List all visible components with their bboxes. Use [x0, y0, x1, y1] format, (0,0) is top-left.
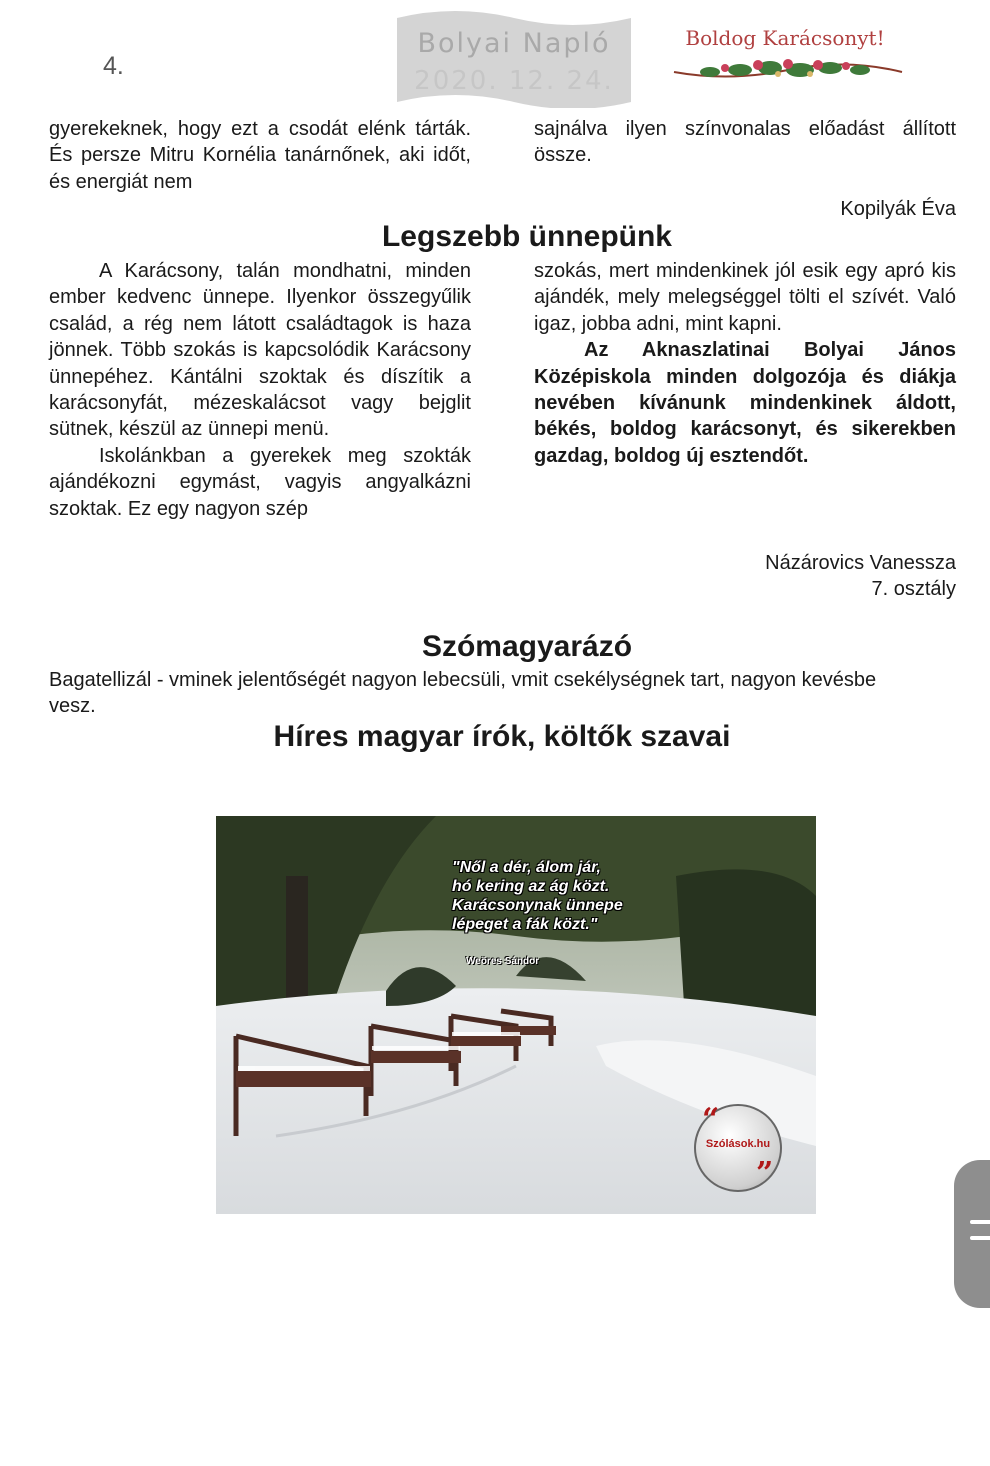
- garland-icon: [670, 52, 906, 86]
- article-right-column: [534, 258, 956, 469]
- poem-quote: [452, 858, 623, 934]
- banner-date: 2020. 12. 24.: [414, 66, 614, 96]
- article-paragraph: A Karácsony, talán mondhatni, minden ember kedvenc ünnepe. Ilyenkor összegyűlik család, a rég nem látott családtagok is haza jönnek. Több szokás is kapcsolódik Karácsony ünnepéhez. Kántálni szoktak és díszítik a karácsonyfát, mézeskalácsot vagy bejglit sütnek, készül az ünnepi menü.: [49, 260, 471, 441]
- glossary-line: vesz.: [49, 695, 96, 718]
- article-title: Legszebb ünnepünk: [381, 220, 672, 253]
- continued-right-text: sajnálva ilyen színvonalas előadást állított össze.: [534, 118, 956, 167]
- article-author-class: 7. osztály: [871, 578, 956, 600]
- quote-line: lépeget a fák közt.": [452, 916, 598, 933]
- continued-left-text: gyerekeknek, hogy ezt a csodát elénk tárták. És persze Mitru Kornélia tanárnőnek, aki időt, és energiát nem: [49, 118, 471, 193]
- close-quote-icon: ”: [756, 1156, 774, 1191]
- newspaper-banner: [397, 10, 631, 108]
- article-paragraph: szokás, mert mindenkinek jól esik egy apró kis ajándék, mely melegséggel tölti el szívét. Való igaz, jobba adni, mint kapni.: [534, 260, 956, 335]
- scroll-grip-icon: [970, 1220, 990, 1224]
- quote-line: "Nől a dér, álom jár,: [452, 859, 601, 876]
- page-number: 4.: [103, 52, 124, 80]
- quote-line: Karácsonynak ünnepe: [452, 897, 623, 914]
- glossary-title: Szómagyarázó: [421, 630, 633, 663]
- badge-text: Szólások.hu: [705, 1138, 771, 1150]
- quote-author: Weöres Sándor: [466, 956, 540, 967]
- glossary-line: Bagatellizál - vminek jelentőségét nagyon lebecsüli, vmit csekélységnek tart, nagyon kevésbe: [49, 669, 877, 691]
- banner-title: Bolyai Napló: [417, 28, 611, 59]
- continued-right-column: [534, 116, 956, 169]
- glossary-entry: [49, 667, 990, 720]
- school-wishes: Az Aknaszlatinai Bolyai János Középiskola minden dolgozója és diákja nevében kívánunk mindenkinek áldott, békés, boldog karácsonyt, és sikerekben gazdag, boldog új esztendőt.: [534, 339, 956, 467]
- article-paragraph: Iskolánkban a gyerekek meg szokták ajándékozni egymást, vagyis angyalkázni szoktak. Ez egy nagyon szép: [49, 444, 471, 520]
- article-author: Názárovics Vanessza: [765, 552, 956, 574]
- continued-author: Kopilyák Éva: [840, 198, 956, 220]
- page-scroll-tab[interactable]: [954, 1160, 990, 1308]
- article-left-column: [49, 258, 471, 522]
- continued-left-column: [49, 116, 471, 195]
- szolasok-badge: [694, 1104, 782, 1192]
- quote-line: hó kering az ág közt.: [452, 878, 610, 895]
- christmas-greeting: Boldog Karácsonyt!: [685, 26, 885, 50]
- winter-park-photo: [216, 816, 816, 1214]
- open-quote-icon: “: [702, 1102, 720, 1137]
- quotes-section-title: Híres magyar írók, költők szavai: [273, 720, 731, 753]
- scroll-grip-icon: [970, 1236, 990, 1240]
